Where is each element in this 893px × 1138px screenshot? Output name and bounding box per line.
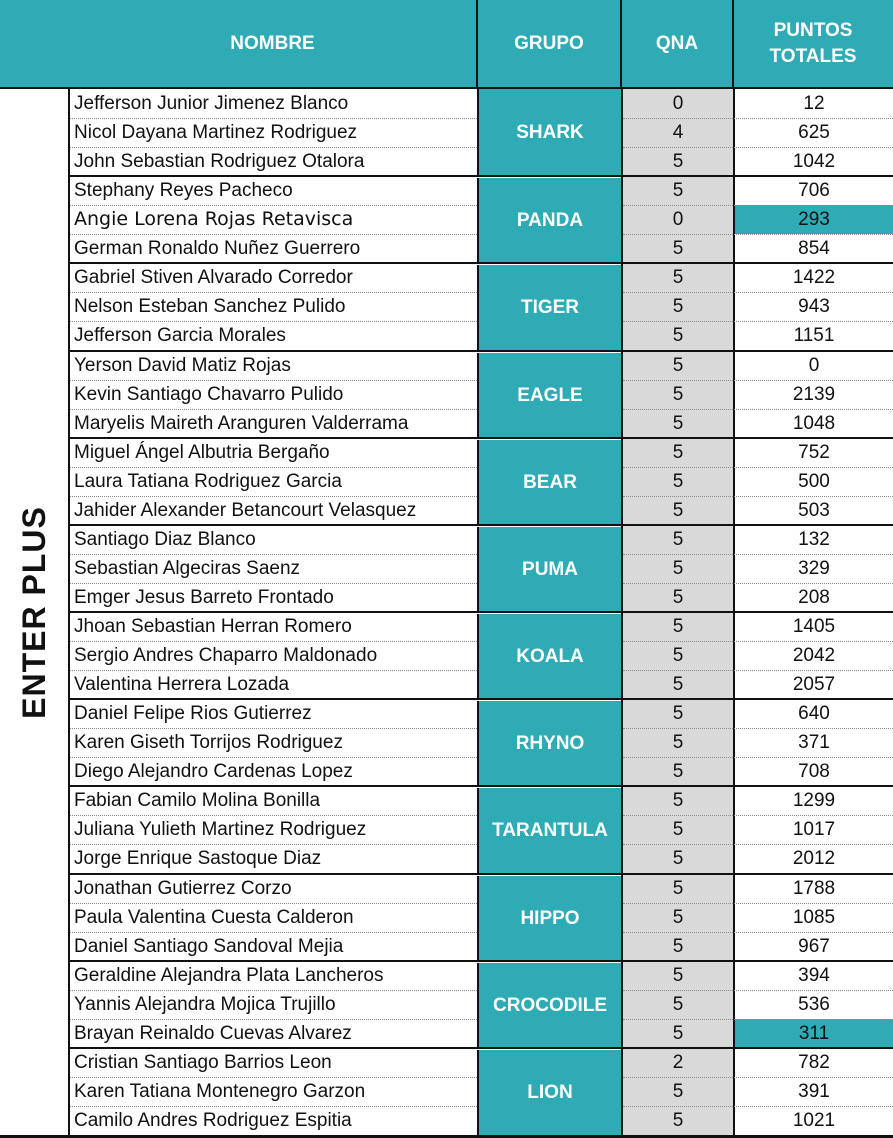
row-divider [70,1019,477,1020]
header-qna-label: QNA [655,32,699,54]
group-divider [68,437,893,439]
row-divider [70,409,477,410]
nombre-cell[interactable]: Karen Tatiana Montenegro Garzon [68,1077,477,1106]
row-divider [70,496,477,497]
table-row [68,554,893,583]
group-cell[interactable]: CROCODILE [477,963,621,1048]
row-divider [70,147,477,148]
puntos-cell[interactable]: 2012 [733,844,893,873]
puntos-cell[interactable]: 132 [733,525,893,554]
qna-cell[interactable]: 5 [621,467,733,496]
group-divider [68,524,893,526]
nombre-cell[interactable]: Geraldine Alejandra Plata Lancheros [68,961,477,990]
group-cell[interactable]: RHYNO [477,701,621,786]
nombre-cell[interactable]: Jefferson Junior Jimenez Blanco [68,89,477,118]
puntos-cell[interactable]: 503 [733,496,893,525]
qna-cell[interactable]: 5 [621,932,733,961]
nombre-cell[interactable]: Yannis Alejandra Mojica Trujillo [68,990,477,1019]
row-divider [623,1106,893,1107]
group-divider [68,611,893,613]
divider [732,0,734,89]
table-row [68,844,893,873]
nombre-cell[interactable]: Nicol Dayana Martinez Rodriguez [68,118,477,147]
puntos-cell[interactable]: 1788 [733,874,893,903]
row-divider [70,728,477,729]
table-row [68,234,893,263]
row-divider [70,321,477,322]
qna-cell[interactable]: 5 [621,612,733,641]
nombre-cell[interactable]: Jahider Alexander Betancourt Velasquez [68,496,477,525]
group-cell[interactable]: TARANTULA [477,788,621,874]
row-divider [70,641,477,642]
row-divider [623,1019,893,1020]
qna-cell[interactable]: 5 [621,234,733,263]
table-row [68,728,893,757]
nombre-cell[interactable]: John Sebastian Rodriguez Otalora [68,147,477,176]
header-nombre[interactable] [68,0,477,87]
table-row [68,961,893,990]
row-divider [70,670,477,671]
row-divider [70,292,477,293]
qna-cell[interactable]: 5 [621,874,733,903]
qna-cell[interactable]: 5 [621,757,733,786]
nombre-cell[interactable]: Brayan Reinaldo Cuevas Alvarez [68,1019,477,1048]
qna-cell[interactable]: 5 [621,903,733,932]
qna-cell[interactable]: 5 [621,147,733,176]
puntos-cell-highlighted[interactable]: 311 [733,1019,893,1048]
row-divider [70,234,477,235]
nombre-cell[interactable]: Sergio Andres Chaparro Maldonado [68,641,477,670]
row-divider [70,932,477,933]
row-divider [623,583,893,584]
nombre-cell[interactable]: Valentina Herrera Lozada [68,670,477,699]
puntos-cell[interactable]: 371 [733,728,893,757]
nombre-cell[interactable]: Daniel Santiago Sandoval Mejia [68,932,477,961]
group-divider [68,785,893,787]
nombre-cell[interactable]: Juliana Yulieth Martinez Rodriguez [68,815,477,844]
puntos-cell[interactable]: 1017 [733,815,893,844]
group-divider [68,175,893,177]
side-category-label [0,89,68,1135]
header-puntos-line2: TOTALES [769,45,857,67]
qna-cell[interactable]: 5 [621,699,733,728]
row-divider [623,118,893,119]
group-cell[interactable]: SHARK [477,89,621,176]
puntos-cell[interactable]: 1042 [733,147,893,176]
group-cell[interactable]: LION [477,1050,621,1135]
qna-cell[interactable]: 5 [621,641,733,670]
puntos-cell[interactable]: 391 [733,1077,893,1106]
qna-cell[interactable]: 5 [621,583,733,612]
nombre-cell[interactable]: Jefferson Garcia Morales [68,321,477,350]
qna-cell[interactable]: 5 [621,438,733,467]
qna-cell[interactable]: 5 [621,1019,733,1048]
nombre-cell[interactable]: Paula Valentina Cuesta Calderon [68,903,477,932]
header-puntos-line1: PUNTOS [773,19,853,41]
table-row [68,641,893,670]
nombre-cell[interactable]: Gabriel Stiven Alvarado Corredor [68,263,477,292]
nombre-cell[interactable]: Santiago Diaz Blanco [68,525,477,554]
qna-cell[interactable]: 5 [621,292,733,321]
row-divider [623,409,893,410]
puntos-cell[interactable]: 640 [733,699,893,728]
puntos-cell[interactable]: 1085 [733,903,893,932]
group-divider [68,350,893,352]
table-row [68,321,893,350]
table-row [68,757,893,786]
table-row [68,786,893,815]
nombre-cell[interactable]: Yerson David Matiz Rojas [68,351,477,380]
qna-cell[interactable]: 5 [621,525,733,554]
qna-cell[interactable]: 0 [621,205,733,234]
header-puntos-totales[interactable] [733,0,893,87]
puntos-cell[interactable]: 782 [733,1048,893,1077]
row-divider [70,903,477,904]
divider [476,0,478,89]
qna-cell[interactable]: 5 [621,351,733,380]
row-divider [623,467,893,468]
row-divider [623,844,893,845]
table-row [68,1048,893,1077]
qna-cell[interactable]: 5 [621,1077,733,1106]
puntos-cell-highlighted[interactable]: 293 [733,205,893,234]
nombre-cell[interactable]: Jonathan Gutierrez Corzo [68,874,477,903]
row-divider [623,554,893,555]
header-grupo-label: GRUPO [514,32,584,54]
puntos-cell[interactable]: 500 [733,467,893,496]
puntos-cell[interactable]: 1151 [733,321,893,350]
row-divider [623,903,893,904]
puntos-cell[interactable]: 706 [733,176,893,205]
table-row [68,176,893,205]
puntos-cell[interactable]: 2139 [733,380,893,409]
qna-cell[interactable]: 4 [621,118,733,147]
nombre-cell[interactable]: German Ronaldo Nuñez Guerrero [68,234,477,263]
nombre-cell[interactable]: Karen Giseth Torrijos Rodriguez [68,728,477,757]
row-divider [70,1106,477,1107]
table-row [68,932,893,961]
table-header [0,0,893,89]
qna-cell[interactable]: 5 [621,844,733,873]
row-divider [623,321,893,322]
table-row [68,409,893,438]
table-body [68,89,893,1135]
qna-cell[interactable]: 5 [621,786,733,815]
table-row [68,670,893,699]
header-qna[interactable] [621,0,733,87]
qna-cell[interactable]: 5 [621,815,733,844]
table-row [68,205,893,234]
puntos-cell[interactable]: 708 [733,757,893,786]
puntos-cell[interactable]: 208 [733,583,893,612]
puntos-cell[interactable]: 1048 [733,409,893,438]
table-row [68,496,893,525]
row-divider [623,728,893,729]
row-divider [623,380,893,381]
table-row [68,990,893,1019]
side-label-text: ENTER PLUS [15,505,52,719]
qna-cell[interactable]: 2 [621,1048,733,1077]
group-divider [68,698,893,700]
puntos-cell[interactable]: 0 [733,351,893,380]
table-row [68,89,893,118]
group-divider [68,262,893,264]
nombre-cell[interactable]: Laura Tatiana Rodriguez Garcia [68,467,477,496]
row-divider [623,1077,893,1078]
row-divider [623,147,893,148]
table-row [68,612,893,641]
row-divider [70,757,477,758]
table-row [68,699,893,728]
row-divider [70,205,477,206]
group-divider [68,960,893,962]
qna-cell[interactable]: 5 [621,554,733,583]
qna-cell[interactable]: 5 [621,321,733,350]
qna-cell[interactable]: 5 [621,728,733,757]
row-divider [623,234,893,235]
row-divider [70,467,477,468]
puntos-cell[interactable]: 854 [733,234,893,263]
nombre-cell[interactable]: Angie Lorena Rojas Retavisca [68,205,477,234]
nombre-cell[interactable]: Diego Alejandro Cardenas Lopez [68,757,477,786]
group-cell[interactable]: BEAR [477,440,621,525]
group-cell[interactable]: HIPPO [477,876,621,961]
row-divider [70,583,477,584]
puntos-cell[interactable]: 1021 [733,1106,893,1135]
row-divider [70,815,477,816]
table-row [68,147,893,176]
table-row [68,1077,893,1106]
table-row [68,903,893,932]
row-divider [623,990,893,991]
qna-cell[interactable]: 5 [621,176,733,205]
group-cell[interactable]: PUMA [477,527,621,612]
nombre-cell[interactable]: Kevin Santiago Chavarro Pulido [68,380,477,409]
row-divider [70,554,477,555]
group-cell[interactable]: KOALA [477,614,621,699]
row-divider [623,932,893,933]
divider [620,0,622,89]
qna-cell[interactable]: 5 [621,496,733,525]
qna-cell[interactable]: 0 [621,89,733,118]
puntos-cell[interactable]: 2042 [733,641,893,670]
nombre-cell[interactable]: Miguel Ángel Albutria Bergaño [68,438,477,467]
table-row [68,467,893,496]
puntos-cell[interactable]: 1299 [733,786,893,815]
row-divider [70,380,477,381]
row-divider [70,844,477,845]
qna-cell[interactable]: 5 [621,670,733,699]
row-divider [70,118,477,119]
nombre-cell[interactable]: Nelson Esteban Sanchez Pulido [68,292,477,321]
puntos-cell[interactable]: 2057 [733,670,893,699]
table-row [68,292,893,321]
header-grupo[interactable] [477,0,621,87]
row-divider [623,815,893,816]
nombre-cell[interactable]: Maryelis Maireth Aranguren Valderrama [68,409,477,438]
table-row [68,525,893,554]
table-row [68,1019,893,1048]
nombre-cell[interactable]: Daniel Felipe Rios Gutierrez [68,699,477,728]
puntos-cell[interactable]: 943 [733,292,893,321]
puntos-cell[interactable]: 394 [733,961,893,990]
nombre-cell[interactable]: Stephany Reyes Pacheco [68,176,477,205]
puntos-cell[interactable]: 12 [733,89,893,118]
nombre-cell[interactable]: Jhoan Sebastian Herran Romero [68,612,477,641]
nombre-cell[interactable]: Cristian Santiago Barrios Leon [68,1048,477,1077]
qna-cell[interactable]: 5 [621,961,733,990]
qna-cell[interactable]: 5 [621,1106,733,1135]
row-divider [623,496,893,497]
puntos-cell[interactable]: 536 [733,990,893,1019]
table-row [68,351,893,380]
table-row [68,583,893,612]
table-row [68,438,893,467]
header-nombre-label: NOMBRE [230,32,315,54]
qna-cell[interactable]: 5 [621,990,733,1019]
group-divider [68,873,893,875]
table-row [68,815,893,844]
nombre-cell[interactable]: Emger Jesus Barreto Frontado [68,583,477,612]
puntos-cell[interactable]: 752 [733,438,893,467]
group-cell[interactable]: TIGER [477,265,621,351]
row-divider [623,205,893,206]
group-cell[interactable]: PANDA [477,178,621,263]
puntos-cell[interactable]: 625 [733,118,893,147]
qna-cell[interactable]: 5 [621,380,733,409]
nombre-cell[interactable]: Fabian Camilo Molina Bonilla [68,786,477,815]
table-row [68,874,893,903]
row-divider [623,641,893,642]
puntos-cell[interactable]: 1422 [733,263,893,292]
row-divider [70,1077,477,1078]
qna-cell[interactable]: 5 [621,409,733,438]
row-divider [623,757,893,758]
row-divider [70,990,477,991]
row-divider [623,292,893,293]
group-cell[interactable]: EAGLE [477,353,621,438]
puntos-cell[interactable]: 329 [733,554,893,583]
table-row [68,118,893,147]
group-divider [68,1047,893,1049]
nombre-cell[interactable]: Jorge Enrique Sastoque Diaz [68,844,477,873]
table-row [68,380,893,409]
table-row [68,263,893,292]
row-divider [623,670,893,671]
puntos-cell[interactable]: 1405 [733,612,893,641]
nombre-cell[interactable]: Camilo Andres Rodriguez Espitia [68,1106,477,1135]
nombre-cell[interactable]: Sebastian Algeciras Saenz [68,554,477,583]
qna-cell[interactable]: 5 [621,263,733,292]
table-row [68,1106,893,1135]
puntos-cell[interactable]: 967 [733,932,893,961]
